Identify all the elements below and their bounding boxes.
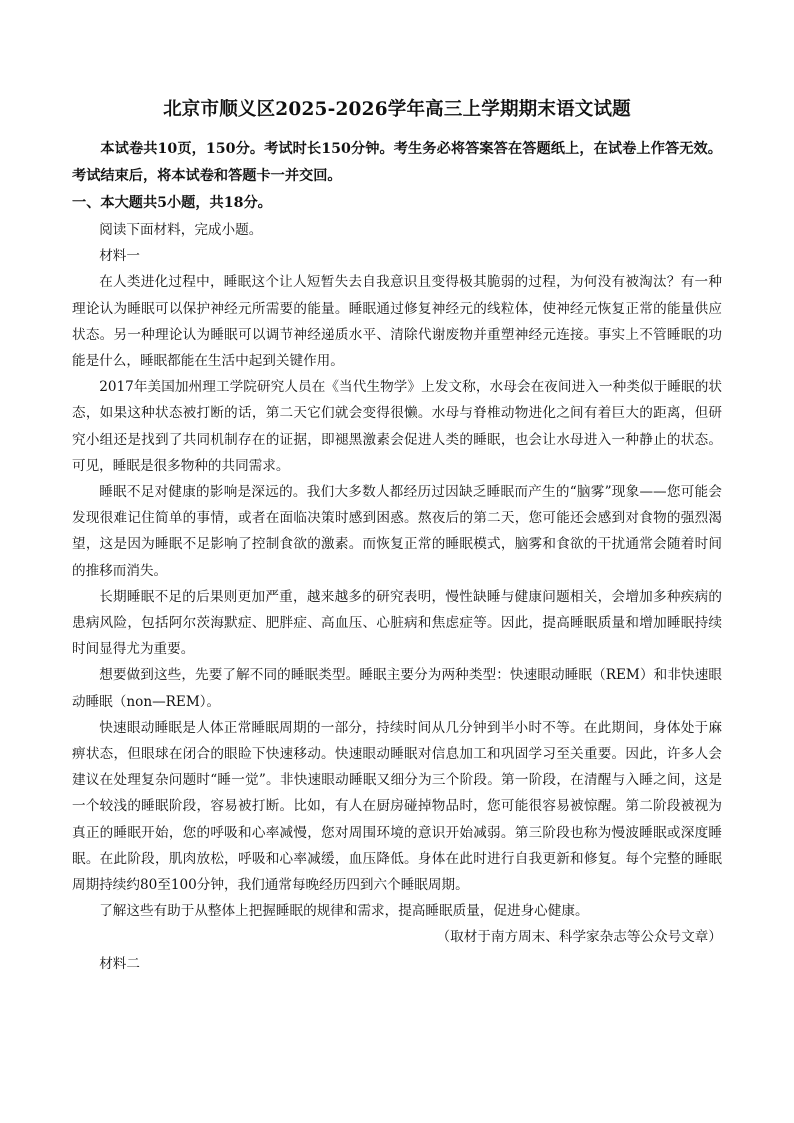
exam-page [72,96,722,977]
material-one-paragraph: 在人类进化过程中，睡眠这个让人短暂失去自我意识且变得极其脆弱的过程，为何没有被淘汰？有一种理论认为睡眠可以保护神经元所需要的能量。睡眠通过修复神经元的线粒体，使神经元恢复正常的能量供应状态。另一种理论认为睡眠可以调节神经递质水平、清除代谢废物并重塑神经元连接。事实上不管睡眠的功能是什么，睡眠都能在生活中起到关键作用。 [72,274,722,370]
material-one-source: （取材于南方周末、科学家杂志等公众号文章） [436,929,722,946]
exam-instructions: 本试卷共10页，150分。考试时长150分钟。考生务必将答案答在答题纸上，在试卷上作答无效。考试结束后，将本试卷和答题卡一并交回。 [72,141,722,184]
material-one-paragraph: 快速眼动睡眠是人体正常睡眠周期的一部分，持续时间从几分钟到半小时不等。在此期间，身体处于麻痹状态，但眼球在闭合的眼睑下快速移动。快速眼动睡眠对信息加工和巩固学习至关重要。因此，许多人会建议在处理复杂问题时“睡一觉”。非快速眼动睡眠又细分为三个阶段。第一阶段，在清醒与入睡之间，这是一个较浅的睡眠阶段，容易被打断。比如，有人在厨房碰掉物品时，您可能很容易被惊醒。第二阶段被视为真正的睡眠开始，您的呼吸和心率减慢，您对周围环境的意识开始减弱。第三阶段也称为慢波睡眠或深度睡眠。在此阶段，肌肉放松，呼吸和心率减缓，血压降低。身体在此时进行自我更新和修复。每个完整的睡眠周期持续约80至100分钟，我们通常每晚经历四到六个睡眠周期。 [72,719,722,894]
material-one-label: 材料一 [99,248,140,265]
section-heading: 一、本大题共5小题，共18分。 [72,195,272,211]
material-one-paragraph: 想要做到这些，先要了解不同的睡眠类型。睡眠主要分为两种类型：快速眼动睡眠（REM）和非快速眼动睡眠（non—REM）。 [72,667,722,710]
material-one-paragraph: 了解这些有助于从整体上把握睡眠的规律和需求，提高睡眠质量，促进身心健康。 [99,903,589,920]
material-one-paragraph: 长期睡眠不足的后果则更加严重，越来越多的研究表明，慢性缺睡与健康问题相关，会增加多种疾病的患病风险，包括阿尔茨海默症、肥胖症、高血压、心脏病和焦虑症等。因此，提高睡眠质量和增加睡眠持续时间显得尤为重要。 [72,588,722,658]
page-title: 北京市顺义区2025-2026学年高三上学期期末语文试题 [163,99,631,120]
material-two-label: 材料二 [99,955,140,972]
material-one-paragraph: 2017年美国加州理工学院研究人员在《当代生物学》上发文称，水母会在夜间进入一种类似于睡眠的状态，如果这种状态被打断的话，第二天它们就会变得很懒。水母与脊椎动物进化之间有着巨大的距离，但研究小组还是找到了共同机制存在的证据，即褪黑激素会促进人类的睡眠，也会让水母进入一种静止的状态。可见，睡眠是很多物种的共同需求。 [72,379,722,474]
material-one-paragraph: 睡眠不足对健康的影响是深远的。我们大多数人都经历过因缺乏睡眠而产生的“脑雾”现象——您可能会发现很难记住简单的事情，或者在面临决策时感到困惑。熬夜后的第二天，您可能还会感到对食物的强烈渴望，这是因为睡眠不足影响了控制食欲的激素。而恢复正常的睡眠模式，脑雾和食欲的干扰通常会随着时间的推移而消失。 [72,484,722,579]
reading-instruction: 阅读下面材料，完成小题。 [99,222,263,238]
